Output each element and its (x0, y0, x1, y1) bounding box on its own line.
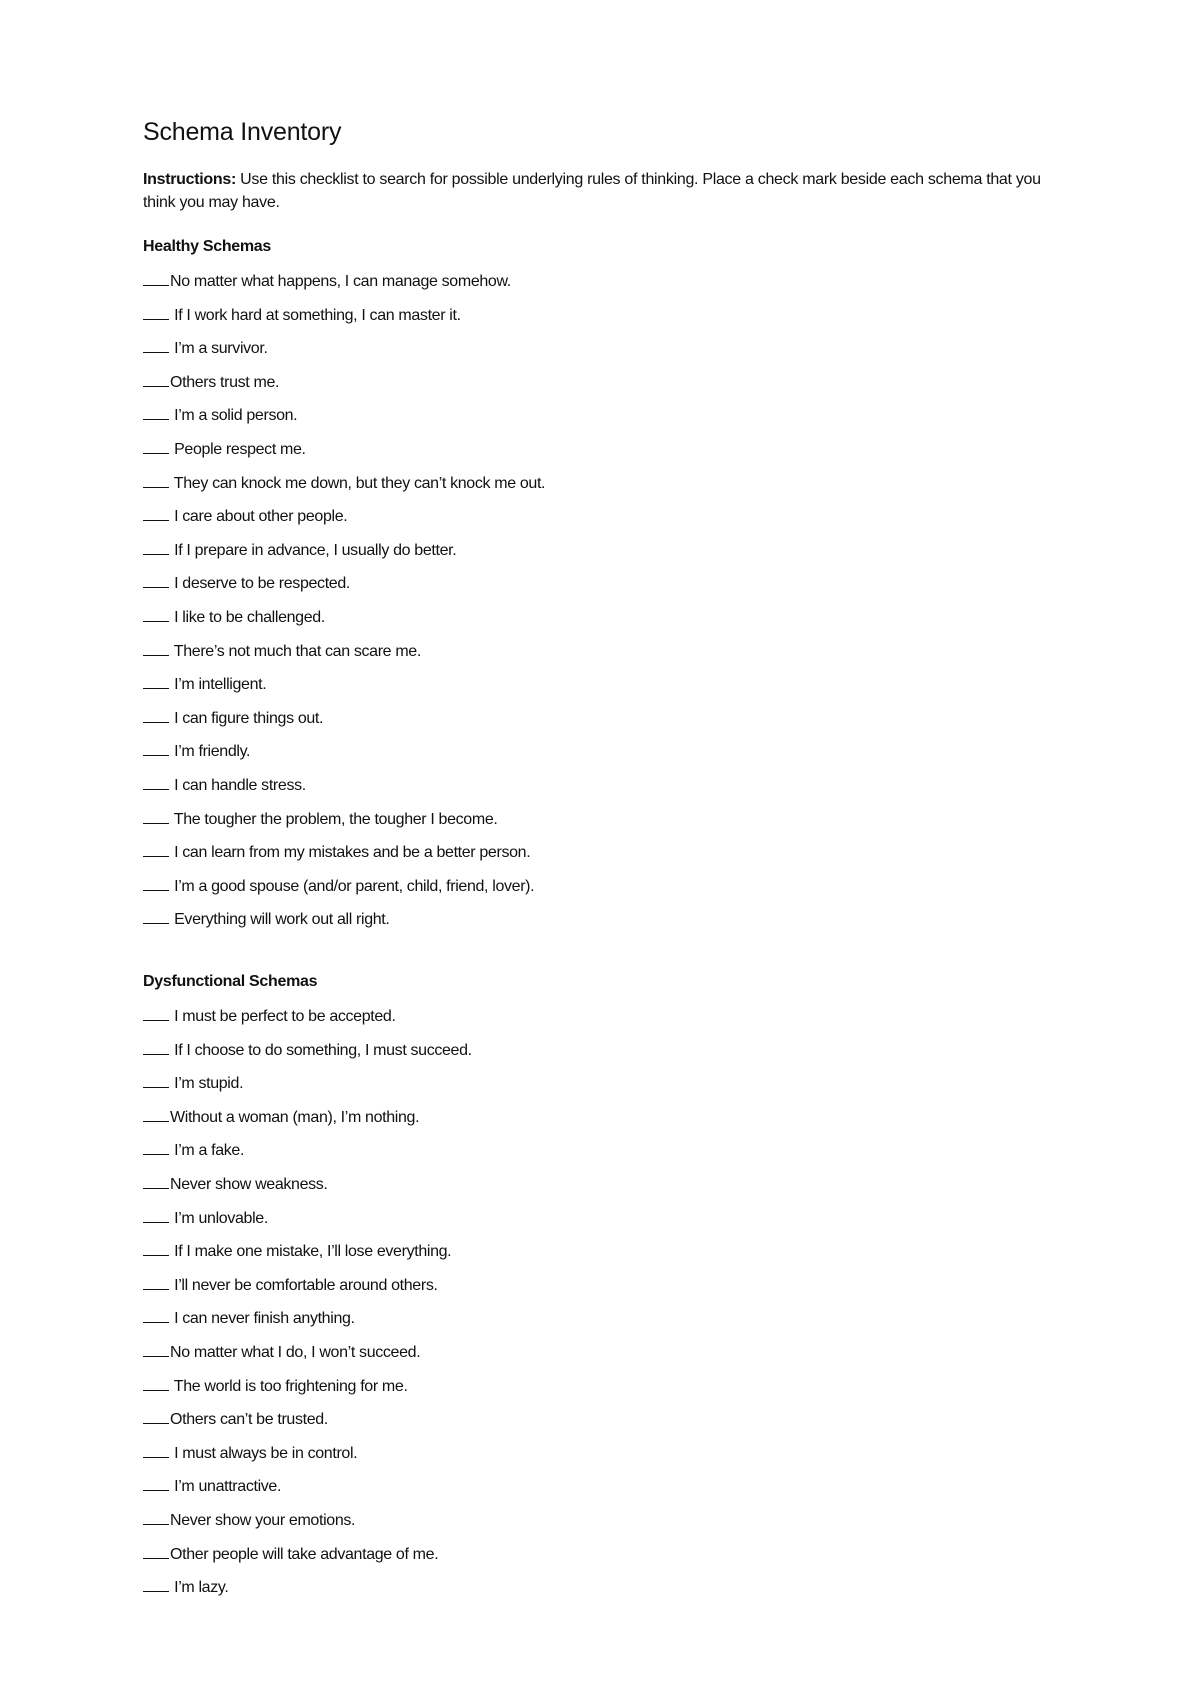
checklist-item (143, 607, 545, 641)
checklist-item-text: I care about other people. (170, 508, 348, 526)
checklist-item (143, 1107, 472, 1141)
dysfunctional-schemas-heading: Dysfunctional Schemas (143, 973, 318, 990)
checklist-item-text: I’m a solid person. (170, 407, 298, 425)
checklist-item (143, 674, 545, 708)
checklist-item (143, 338, 545, 372)
checklist-item (143, 1208, 472, 1242)
check-blank-line[interactable] (143, 305, 169, 320)
checklist-item (143, 1577, 472, 1611)
check-blank-line[interactable] (143, 1040, 169, 1055)
checklist-item (143, 1476, 472, 1510)
checklist-item (143, 1006, 472, 1040)
checklist-item (143, 909, 545, 943)
check-blank-line[interactable] (143, 842, 169, 857)
checklist-item-text: No matter what happens, I can manage somehow. (170, 273, 511, 290)
check-blank-line[interactable] (143, 405, 169, 420)
check-blank-line[interactable] (143, 1342, 169, 1357)
checklist-item-text: Other people will take advantage of me. (170, 1545, 439, 1563)
checklist-item (143, 1544, 472, 1578)
checklist-item-text: Never show your emotions. (170, 1511, 356, 1529)
checklist-item (143, 1308, 472, 1342)
checklist-item-text: Others trust me. (170, 373, 280, 391)
instructions-paragraph (143, 168, 1043, 214)
check-blank-line[interactable] (143, 1073, 169, 1088)
check-blank-line[interactable] (143, 573, 169, 588)
check-blank-line[interactable] (143, 1476, 169, 1491)
checklist-item (143, 1409, 472, 1443)
checklist-item (143, 405, 545, 439)
instructions-text: Use this checklist to search for possible underlying rules of thinking. Place a check mark beside each schema that you think you may have. (143, 171, 1041, 211)
checklist-item-text: Never show weakness. (170, 1175, 328, 1193)
checklist-item-text: I’m a survivor. (170, 340, 268, 358)
checklist-item-text: I can never finish anything. (170, 1310, 355, 1328)
checklist-item-text: Without a woman (man), I’m nothing. (170, 1108, 420, 1126)
check-blank-line[interactable] (143, 708, 169, 723)
check-blank-line[interactable] (143, 540, 169, 555)
checklist-item-text: I’m lazy. (170, 1579, 229, 1597)
checklist-item-text: There’s not much that can scare me. (170, 642, 421, 660)
checklist-item-text: I’m unattractive. (170, 1478, 282, 1496)
check-blank-line[interactable] (143, 1577, 169, 1592)
checklist-item-text: I must always be in control. (170, 1444, 358, 1462)
checklist-item-text: I like to be challenged. (170, 608, 325, 626)
checklist-item (143, 775, 545, 809)
check-blank-line[interactable] (143, 641, 169, 656)
checklist-item-text: I can learn from my mistakes and be a better person. (170, 844, 531, 862)
check-blank-line[interactable] (143, 1208, 169, 1223)
checklist-item (143, 842, 545, 876)
checklist-item (143, 506, 545, 540)
checklist-item (143, 372, 545, 406)
checklist-item-text: I can figure things out. (170, 709, 324, 727)
checklist-item-text: If I make one mistake, I’ll lose everything. (170, 1243, 452, 1261)
checklist-item (143, 573, 545, 607)
checklist-item (143, 708, 545, 742)
checklist-item (143, 1376, 472, 1410)
checklist-item (143, 1073, 472, 1107)
healthy-schemas-heading: Healthy Schemas (143, 238, 272, 255)
instructions-label: Instructions: (143, 171, 236, 188)
checklist-item-text: They can knock me down, but they can’t knock me out. (170, 474, 546, 492)
checklist-item-text: I’m stupid. (170, 1075, 244, 1093)
check-blank-line[interactable] (143, 271, 169, 286)
check-blank-line[interactable] (143, 909, 169, 924)
checklist-item-text: I’m unlovable. (170, 1209, 268, 1227)
checklist-item-text: I deserve to be respected. (170, 575, 350, 593)
checklist-item (143, 809, 545, 843)
check-blank-line[interactable] (143, 1443, 169, 1458)
checklist-item-text: If I prepare in advance, I usually do better. (170, 541, 457, 559)
check-blank-line[interactable] (143, 1107, 169, 1122)
check-blank-line[interactable] (143, 1409, 169, 1424)
checklist-item-text: I’ll never be comfortable around others. (170, 1276, 438, 1294)
checklist-item (143, 271, 545, 305)
check-blank-line[interactable] (143, 372, 169, 387)
checklist-item-text: I’m a good spouse (and/or parent, child, friend, lover). (170, 877, 535, 895)
check-blank-line[interactable] (143, 809, 169, 824)
check-blank-line[interactable] (143, 1241, 169, 1256)
checklist-item (143, 305, 545, 339)
check-blank-line[interactable] (143, 439, 169, 454)
checklist-item-text: People respect me. (170, 440, 306, 458)
checklist-item (143, 439, 545, 473)
checklist-item (143, 540, 545, 574)
checklist-item-text: Everything will work out all right. (170, 911, 390, 929)
checklist-item (143, 1510, 472, 1544)
checklist-item-text: I’m a fake. (170, 1142, 245, 1160)
checklist-item (143, 876, 545, 910)
checklist-item (143, 1174, 472, 1208)
checklist-item (143, 1342, 472, 1376)
check-blank-line[interactable] (143, 1376, 169, 1391)
checklist-item-text: The tougher the problem, the tougher I become. (170, 810, 498, 828)
check-blank-line[interactable] (143, 1006, 169, 1021)
check-blank-line[interactable] (143, 1275, 169, 1290)
checklist-item-text: The world is too frightening for me. (170, 1377, 408, 1395)
checklist-item (143, 641, 545, 675)
check-blank-line[interactable] (143, 876, 169, 891)
checklist-item (143, 1275, 472, 1309)
checklist-item-text: No matter what I do, I won’t succeed. (170, 1343, 421, 1361)
check-blank-line[interactable] (143, 1174, 169, 1189)
checklist-item-text: If I work hard at something, I can master it. (170, 306, 461, 324)
checklist-item-text: I can handle stress. (170, 776, 306, 794)
check-blank-line[interactable] (143, 1140, 169, 1155)
check-blank-line[interactable] (143, 1308, 169, 1323)
check-blank-line[interactable] (143, 775, 169, 790)
checklist-item-text: I’m intelligent. (170, 676, 267, 694)
checklist-item (143, 473, 545, 507)
page-title: Schema Inventory (143, 118, 342, 146)
check-blank-line[interactable] (143, 1510, 169, 1525)
checklist-item-text: I must be perfect to be accepted. (170, 1008, 396, 1025)
checklist-item-text: I’m friendly. (170, 743, 251, 761)
checklist-item (143, 1040, 472, 1074)
check-blank-line[interactable] (143, 1544, 169, 1559)
check-blank-line[interactable] (143, 338, 169, 353)
checklist-item (143, 1443, 472, 1477)
check-blank-line[interactable] (143, 473, 169, 488)
checklist-item (143, 741, 545, 775)
check-blank-line[interactable] (143, 741, 169, 756)
checklist-item (143, 1241, 472, 1275)
check-blank-line[interactable] (143, 607, 169, 622)
check-blank-line[interactable] (143, 506, 169, 521)
healthy-schemas-list (143, 271, 545, 943)
dysfunctional-schemas-list (143, 1006, 472, 1611)
checklist-item-text: Others can’t be trusted. (170, 1411, 328, 1429)
check-blank-line[interactable] (143, 674, 169, 689)
checklist-item-text: If I choose to do something, I must succeed. (170, 1041, 472, 1059)
checklist-item (143, 1140, 472, 1174)
